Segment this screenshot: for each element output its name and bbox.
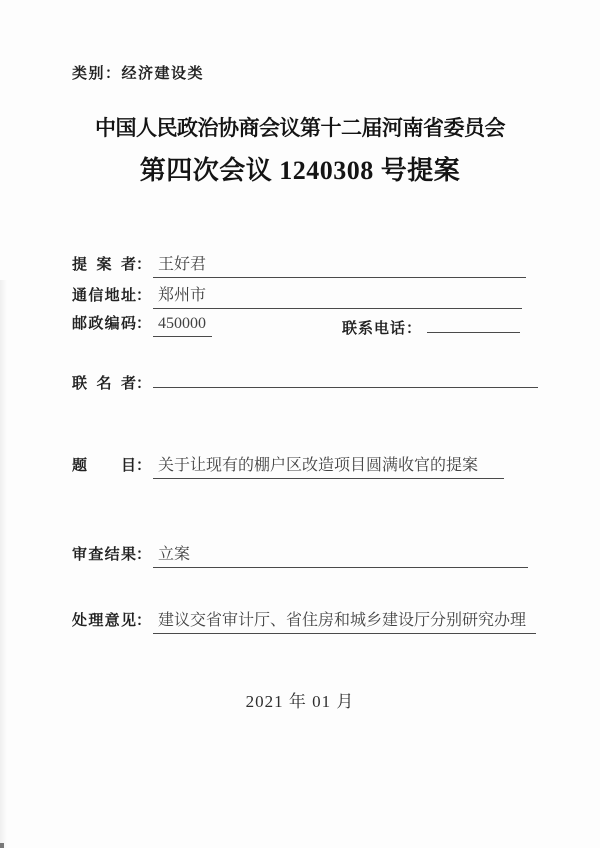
field-address	[72, 282, 522, 309]
phone-value	[427, 312, 520, 333]
subject-value: 关于让现有的棚户区改造项目圆满收官的提案	[153, 452, 504, 479]
category-line	[72, 62, 204, 83]
field-postal-code	[72, 312, 212, 337]
review-result-value: 立案	[153, 541, 528, 568]
handling-opinion-colon: ：	[136, 612, 152, 629]
review-result-colon: ：	[136, 546, 152, 563]
phone-label: 联系电话	[342, 320, 407, 337]
proposer-label: 提案者	[72, 256, 136, 273]
document-title-line2: 第四次会议 1240308 号提案	[139, 156, 461, 185]
subject-colon: ：	[136, 457, 152, 474]
category-value: 经济建设类	[121, 65, 205, 82]
handling-opinion-value: 建议交省审计厅、省住房和城乡建设厅分别研究办理	[153, 607, 536, 634]
document-title-line1: 中国人民政治协商会议第十二届河南省委员会	[95, 116, 505, 140]
postal-code-colon: ：	[136, 315, 152, 332]
address-colon: ：	[136, 287, 152, 304]
scan-speck	[0, 843, 4, 848]
cosigners-value	[153, 367, 538, 388]
field-review-result	[72, 541, 528, 568]
address-label: 通信地址	[72, 287, 136, 304]
document-date: 2021 年 01 月	[245, 692, 355, 711]
scan-edge-shadow	[0, 280, 7, 848]
category-label: 类别	[72, 65, 106, 82]
handling-opinion-label: 处理意见	[72, 612, 136, 629]
field-handling-opinion	[72, 607, 536, 634]
address-value: 郑州市	[153, 282, 522, 309]
field-cosigners	[72, 367, 538, 393]
phone-colon: ：	[406, 320, 422, 337]
field-proposer	[72, 251, 526, 278]
cosigners-colon: ：	[136, 375, 152, 392]
postal-code-value: 450000	[153, 315, 212, 337]
field-phone	[342, 312, 520, 338]
proposer-value: 王好君	[153, 251, 526, 278]
field-subject	[72, 452, 504, 479]
postal-code-label: 邮政编码	[72, 315, 136, 332]
subject-label: 题目	[72, 457, 136, 474]
review-result-label: 审查结果	[72, 546, 136, 563]
cosigners-label: 联名者	[72, 375, 136, 392]
category-colon: ：	[105, 65, 122, 82]
proposer-colon: ：	[136, 256, 152, 273]
